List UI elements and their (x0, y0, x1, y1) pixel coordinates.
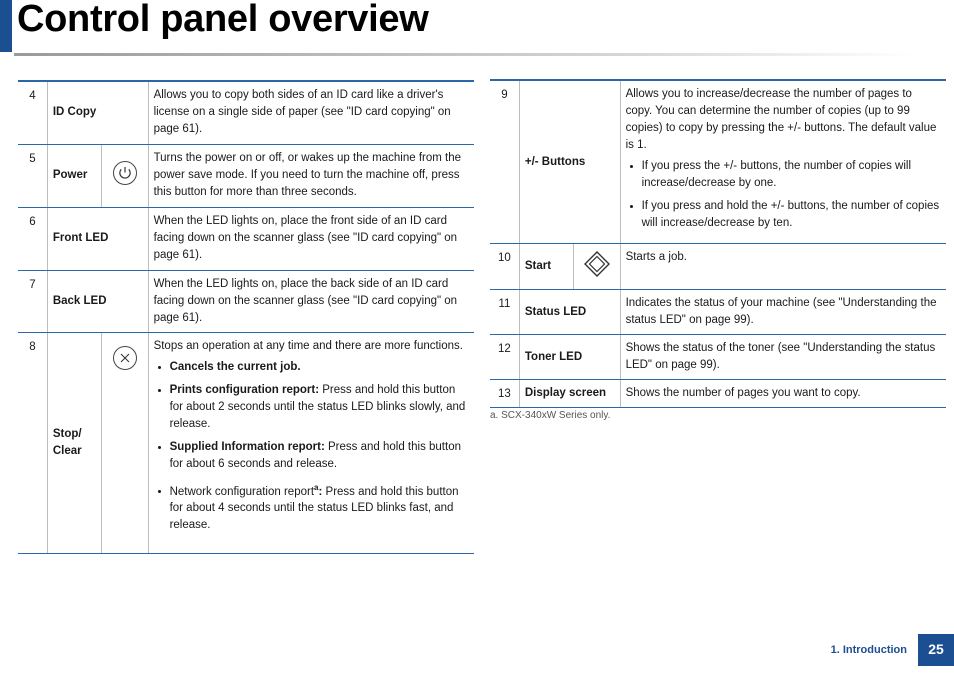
bullet-list (154, 359, 468, 535)
bullet-list (626, 158, 940, 232)
row-number: 8 (18, 332, 47, 553)
bullet-bold: Supplied Information report: (169, 440, 325, 453)
list-item (170, 359, 468, 376)
table-row (18, 144, 474, 207)
power-icon-cell (101, 144, 148, 207)
bullet-text: Press and hold this button for about 2 seconds until the status LED blinks slowly, and release. (169, 383, 466, 430)
row-number: 10 (490, 244, 519, 290)
row-number: 13 (490, 380, 519, 408)
list-item: • If you press and hold the +/- buttons, the number of copies will increase/decrease by ten. (642, 198, 940, 232)
control-name-line1: Stop/ (52, 427, 82, 440)
page-title: Control panel overview (17, 0, 429, 40)
control-description: Turns the power on or off, or wakes up the machine from the power save mode. If you need to turn the machine off, press this button for more than three seconds. (148, 144, 474, 207)
header-accent-bar (0, 0, 12, 52)
footer-section-link[interactable]: 1. Introduction (830, 644, 907, 656)
bullet-bold: : (318, 485, 323, 498)
control-name: Front LED (47, 207, 148, 270)
control-name: +/- Buttons (519, 80, 620, 244)
list-item (170, 479, 468, 535)
right-spec-table (490, 79, 946, 408)
control-name-line2: Clear (52, 444, 82, 457)
stop-icon-cell (101, 332, 148, 553)
control-description: Indicates the status of your machine (see "Understanding the status LED" on page 99). (620, 290, 946, 335)
control-name: Toner LED (519, 335, 620, 380)
bullet-text: Press and hold this button for about 4 seconds until the status LED blinks fast, and release. (169, 485, 459, 532)
table-row (490, 335, 946, 380)
list-item (170, 439, 468, 473)
bullet-bold: Prints configuration report: (169, 383, 320, 396)
start-icon (583, 250, 611, 278)
row-number: 4 (18, 81, 47, 144)
control-name: Start (519, 244, 573, 290)
title-underline (14, 53, 914, 56)
row-number: 11 (490, 290, 519, 335)
control-name: Back LED (47, 270, 148, 332)
row-number: 9 (490, 80, 519, 244)
control-name: Power (47, 144, 101, 207)
page-number: 25 (918, 634, 954, 666)
table-row (490, 80, 946, 244)
bullet-bold: Cancels the current job. (169, 360, 301, 373)
power-icon (112, 160, 138, 186)
description-intro: Allows you to increase/decrease the number of pages to copy. You can determine the number of copies (up to 99 copies) to copy by pressing the +/- buttons. The default value is 1. (625, 88, 937, 151)
list-item (170, 382, 468, 433)
list-item: • If you press the +/- buttons, the number of copies will increase/decrease by one. (642, 158, 940, 192)
table-row (490, 290, 946, 335)
control-description (148, 332, 474, 553)
control-name: ID Copy (47, 81, 148, 144)
control-description: Shows the status of the toner (see "Understanding the status LED" on page 99). (620, 335, 946, 380)
control-name (47, 332, 101, 553)
row-number: 7 (18, 270, 47, 332)
table-row (18, 270, 474, 332)
row-number: 5 (18, 144, 47, 207)
control-description (620, 80, 946, 244)
table-row (18, 81, 474, 144)
control-name: Display screen (519, 380, 620, 408)
footnote: a. SCX-340xW Series only. (490, 410, 611, 421)
row-number: 12 (490, 335, 519, 380)
control-description: When the LED lights on, place the front side of an ID card facing down on the scanner glass (see "ID card copying" on page 61). (148, 207, 474, 270)
footnote-marker: a (314, 482, 319, 492)
start-icon-cell (573, 244, 620, 290)
row-number: 6 (18, 207, 47, 270)
table-row (490, 380, 946, 408)
left-spec-table (18, 80, 474, 554)
control-description: Allows you to copy both sides of an ID card like a driver's license on a single side of paper (see "ID card copying" on page 61). (148, 81, 474, 144)
control-name: Status LED (519, 290, 620, 335)
bullet-text: Press and hold this button for about 6 seconds and release. (169, 440, 461, 470)
table-row (18, 332, 474, 553)
stop-clear-icon (112, 345, 138, 371)
control-description: When the LED lights on, place the back side of an ID card facing down on the scanner glass (see "ID card copying" on page 61). (148, 270, 474, 332)
control-description: Shows the number of pages you want to copy. (620, 380, 946, 408)
control-description: Starts a job. (620, 244, 946, 290)
bullet-text: Network configuration report (169, 485, 315, 498)
table-row (18, 207, 474, 270)
description-intro: Stops an operation at any time and there are more functions. (153, 339, 463, 352)
table-row (490, 244, 946, 290)
